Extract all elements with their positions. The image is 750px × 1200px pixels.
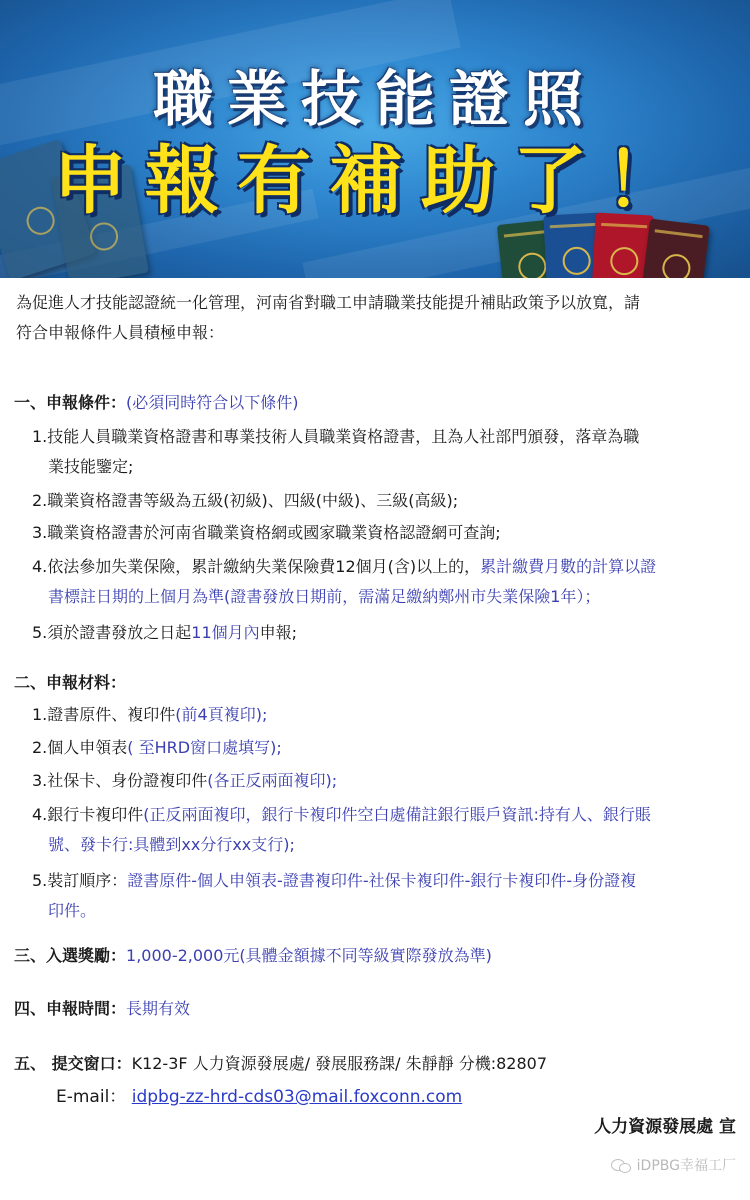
email-row	[56, 1082, 750, 1112]
item-line: 1.技能人員職業資格證書和專業技術人員職業資格證書，且為人社部門頒發，落章為職	[32, 427, 640, 446]
heading-text: 一、申報條件：	[14, 393, 127, 412]
intro-line: 符合申報條件人員積極申報：	[16, 323, 225, 342]
section-reward	[14, 941, 492, 971]
list-item	[32, 800, 738, 860]
list-item	[32, 766, 738, 796]
banner-title-line2: 申報有補助了！	[53, 138, 697, 224]
item-line: 2.職業資格證書等級為五級(初級)、四級(中級)、三級(高級);	[32, 491, 459, 510]
item-text-highlight: (各正反兩面複印);	[207, 771, 338, 790]
item-text-highlight: 累計繳費月數的計算以證	[480, 557, 657, 576]
item-text: 5.裝訂順序：	[32, 871, 128, 890]
intro-line: 為促進人才技能認證統一化管理，河南省對職工申請職業技能提升補貼政策予以放寬，請	[16, 293, 641, 312]
heading-note: (必須同時符合以下條件)	[126, 393, 299, 412]
item-text-highlight: 號、發卡行:具體到xx分行xx支行);	[48, 835, 295, 854]
section-period	[14, 994, 190, 1024]
list-item	[32, 422, 738, 482]
item-text: 申報;	[259, 623, 298, 642]
item-text: 4.銀行卡複印件	[32, 805, 144, 824]
heading-text: 五、 提交窗口：	[14, 1054, 132, 1073]
item-text-highlight: (正反兩面複印，銀行卡複印件空白處備註銀行賬戶資訊:持有人、銀行賬	[143, 805, 651, 824]
item-text-highlight: 書標註日期的上個月為準(證書發放日期前，需滿足繳納鄭州市失業保險1年）；	[48, 587, 601, 606]
item-text: 4.依法參加失業保險，累計繳納失業保險費12個月(含)以上的，	[32, 557, 481, 576]
item-text: 3.社保卡、身份證複印件	[32, 771, 208, 790]
watermark-text: iDPBG幸福工厂	[636, 1158, 736, 1174]
item-text: 2.個人申領表	[32, 738, 128, 757]
list-item	[32, 618, 738, 648]
item-text-highlight: ( 至HRD窗口處填写);	[127, 738, 282, 757]
reward-value: 1,000-2,000元(具體金額據不同等級實際發放為準)	[126, 946, 492, 965]
item-text-highlight: 11個月內	[191, 623, 260, 642]
item-line: 業技能鑒定;	[48, 457, 134, 476]
list-item	[32, 866, 738, 926]
signature: 人力資源發展處 宣	[594, 1117, 736, 1137]
list-item	[32, 700, 738, 730]
item-text-highlight: (前4頁複印);	[175, 705, 268, 724]
intro-paragraph	[16, 288, 740, 348]
list-item	[32, 486, 738, 516]
watermark	[611, 1155, 736, 1175]
item-text: 5.須於證書發放之日起	[32, 623, 192, 642]
heading-text: 四、申報時間：	[14, 999, 127, 1018]
wechat-icon	[611, 1157, 631, 1173]
section-materials-heading: 二、申報材料：	[14, 673, 127, 692]
email-label: E-mail：	[56, 1087, 127, 1107]
list-item	[32, 552, 738, 612]
heading-text: 三、入選獎勵：	[14, 946, 127, 965]
submit-window-value: K12-3F 人力資源發展處/ 發展服務課/ 朱靜靜 分機:82807	[131, 1054, 548, 1073]
section-conditions-heading	[14, 388, 299, 418]
item-text: 1.證書原件、複印件	[32, 705, 176, 724]
list-item	[32, 518, 738, 548]
list-item	[32, 733, 738, 763]
item-text-highlight: 證書原件-個人申領表-證書複印件-社保卡複印件-銀行卡複印件-身份證複	[127, 871, 637, 890]
email-link[interactable]: idpbg-zz-hrd-cds03@mail.foxconn.com	[131, 1087, 463, 1107]
banner-title-line1: 職業技能證照	[153, 65, 597, 135]
header-banner	[0, 0, 750, 278]
period-value: 長期有效	[126, 999, 191, 1018]
section-submit-window	[14, 1049, 547, 1079]
item-line: 3.職業資格證書於河南省職業資格網或國家職業資格認證網可查詢;	[32, 523, 501, 542]
item-text-highlight: 印件。	[48, 901, 97, 920]
